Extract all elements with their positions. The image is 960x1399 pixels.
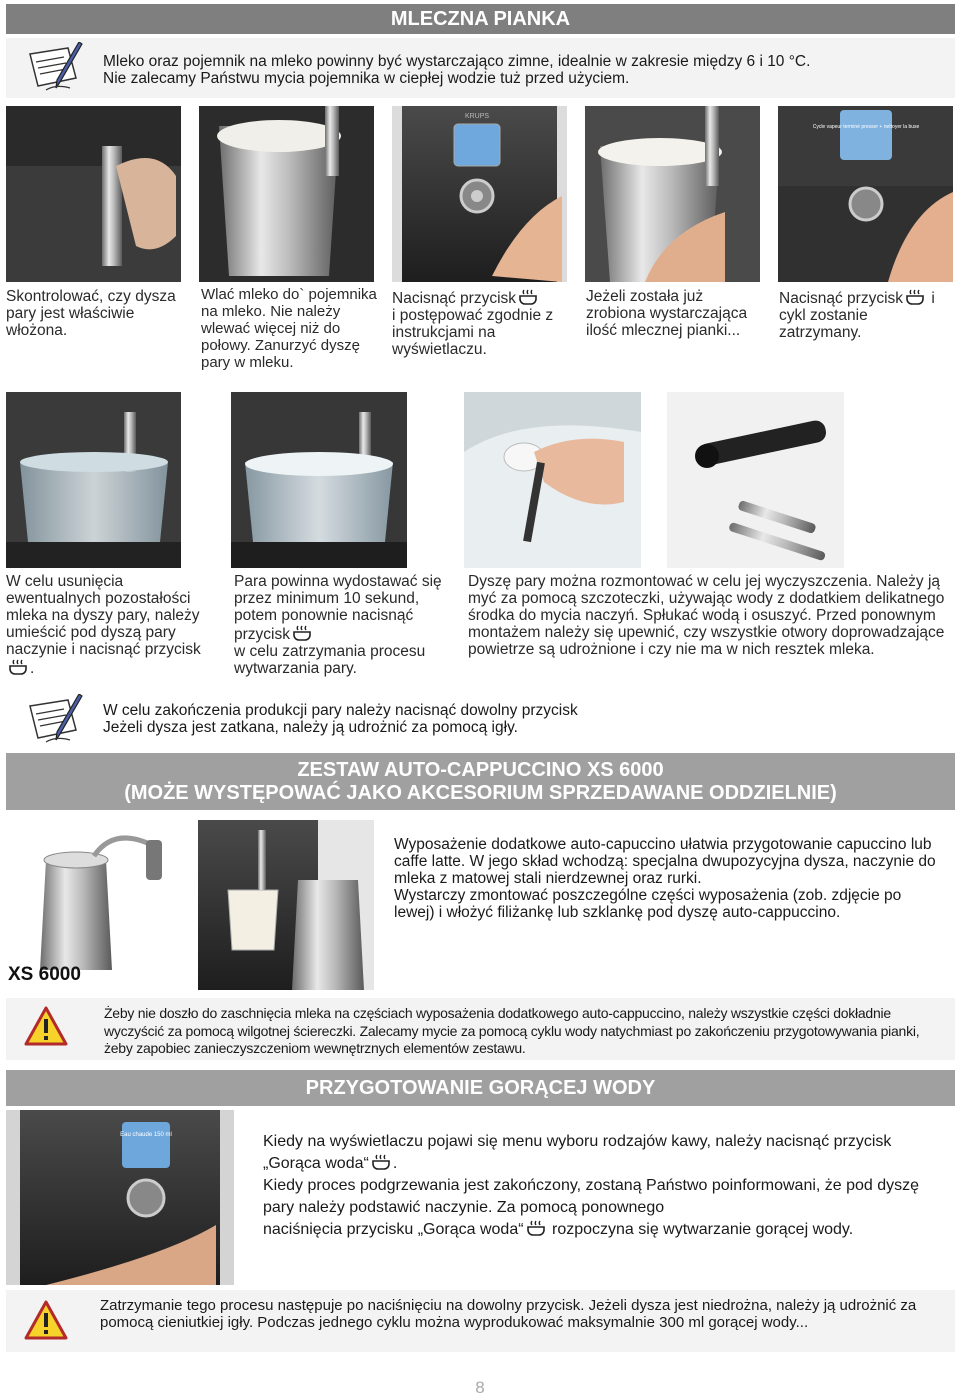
photo-hot-water-machine: [6, 1110, 234, 1285]
section-title-hot-water: PRZYGOTOWANIE GORĄCEJ WODY: [6, 1070, 955, 1106]
product-label-xs6000: XS 6000: [8, 964, 81, 985]
caption-press-button: [392, 288, 577, 358]
photo-nozzle-parts: [667, 392, 844, 568]
hot-water-warning-text: Zatrzymanie tego procesu następuje po naciśnięciu na dowolny przycisk. Jeżeli dysza jest niedrożna, należy ją udrożnić za pomocą cieniutkiej igły. Podczas jednego cyklu można wyprodukować maksymalnie 300 ml gorącej wody...: [100, 1297, 917, 1331]
caption-steam-10s-b: w celu zatrzymania procesu wytwarzania pary.: [234, 643, 426, 677]
caption-remove-milk-residue: [6, 573, 218, 677]
note-pen-icon: [26, 694, 86, 750]
photo-bowl-under-nozzle: [6, 392, 181, 568]
auto-cappuccino-title-line-1: ZESTAW AUTO-CAPPUCCINO XS 6000: [297, 759, 664, 781]
milk-note-text: [103, 53, 933, 87]
hot-water-button-icon: [526, 1219, 546, 1237]
photo-auto-cappuccino-set: [198, 820, 374, 990]
hot-water-p3: naciśnięcia przycisku „Gorąca woda“ rozpoczyna się wytwarzanie gorącej wody.: [263, 1221, 854, 1238]
photo-stop-cycle: [778, 106, 953, 282]
caption-stop-cycle: [779, 288, 954, 341]
steam-button-icon: [292, 624, 312, 642]
warning-icon: [24, 1006, 68, 1046]
note-pen-icon: [26, 42, 86, 98]
photo-brush-cleaning: [464, 392, 641, 568]
svg-text:Eau chaude 150 ml: Eau chaude 150 ml: [120, 1132, 172, 1138]
hot-water-button-icon: [371, 1153, 391, 1171]
caption-steam-10s-a: Para powinna wydostawać się przez minimum 10 sekund, potem ponownie nacisnąć przycisk: [234, 573, 442, 643]
auto-cappuccino-desc-p2: Wystarczy zmontować poszczególne części wyposażenia (zob. zdjęcie po lewej) i włożyć filiżankę lub szklankę pod dyszę auto-cappuccino.: [394, 887, 902, 921]
caption-stop-cycle-b: i cykl zostanie zatrzymany.: [779, 290, 935, 341]
photo-milk-jug-fill: [199, 106, 374, 282]
caption-pour-milk: Wlać mleko do` pojemnika na mleko. Nie należy wlewać więcej niż do połowy. Zanurzyć dyszę pary w mleku.: [201, 286, 377, 371]
caption-stop-cycle-a: Nacisnąć przycisk: [779, 290, 904, 307]
photo-enough-foam: [585, 106, 760, 282]
svg-text:KRUPS: KRUPS: [464, 113, 490, 120]
steam-button-icon: [518, 288, 538, 306]
caption-press-button-a: Nacisnąć przycisk: [392, 290, 517, 307]
photo-press-steam-button: [392, 106, 567, 282]
caption-check-nozzle: Skontrolować, czy dysza pary jest właściwie włożona.: [6, 288, 176, 339]
caption-steam-10s: [234, 573, 449, 677]
finish-note-line-2: Jeżeli dysza jest zatkana, należy ją udrożnić za pomocą igły.: [103, 719, 518, 736]
auto-cappuccino-desc-p1: Wyposażenie dodatkowe auto-capuccino ułatwia przygotowanie capuccino lub caffe latte. W jego skład wchodzą: specjalna dwupozycyjna dysza, naczynie do mleka z matowej stali nierdzewnej oraz rurki.: [394, 836, 936, 887]
page-number: 8: [475, 1378, 485, 1397]
steam-button-icon: [8, 658, 28, 676]
auto-cappuccino-warning-text: Żeby nie doszło do zaschnięcia mleka na częściach wyposażenia dodatkowego auto-cappuccino, należy wszystkie części dokładnie wyczyścić za pomocą wilgotnej ściereczki. Zalecamy mycie za pomocą cyklu wody natychmiast po zakończeniu przygotowywania pianki, żeby zapobiec zanieczyszczeniom wewnętrznych elementów zestawu.: [104, 1005, 920, 1056]
finish-note-line-1: W celu zakończenia produkcji pary należy nacisnąć dowolny przycisk: [103, 702, 578, 719]
warning-icon: [24, 1300, 68, 1340]
auto-cappuccino-title-line-2: (MOŻE WYSTĘPOWAĆ JAKO AKCESORIUM SPRZEDAWANE ODDZIELNIE): [124, 782, 837, 804]
photo-steam-nozzle-check: [6, 106, 181, 282]
photo-steam-output: [231, 392, 407, 568]
svg-text:Cycle vapeur terminé presser +: Cycle vapeur terminé presser + nettoyer la buse: [812, 124, 920, 130]
caption-disassemble-nozzle: Dyszę pary można rozmontować w celu jej wyczyszczenia. Należy ją myć za pomocą szczoteczki, używając wody z dodatkiem delikatnego środka do mycia naczyń. Spłukać wodą i osuszyć. Przed ponownym montażem należy się upewnić, czy wszystkie otwory doprowadzające powietrze są udrożnione i czy nie ma w nich resztek mleka.: [468, 573, 945, 658]
caption-remove-milk-residue-a: W celu usunięcia ewentualnych pozostałości mleka na dyszy pary, należy umieścić pod dyszą pary naczynie i nacisnąć przycisk: [6, 573, 201, 658]
section-title-milk-foam: MLECZNA PIANKA: [6, 4, 955, 34]
hot-water-p1: Kiedy na wyświetlaczu pojawi się menu wyboru rodzajów kawy, należy nacisnąć przycisk „Gorąca woda“ .: [263, 1133, 892, 1172]
caption-remove-milk-residue-b: .: [30, 660, 35, 677]
caption-enough-foam: Jeżeli została już zrobiona wystarczająca ilość mlecznej pianki...: [586, 288, 748, 339]
caption-press-button-b: i postępować zgodnie z instrukcjami na wyświetlaczu.: [392, 307, 554, 358]
milk-note-line-2: Nie zalecamy Państwu mycia pojemnika w ciepłej wodzie tuż przed użyciem.: [103, 70, 630, 87]
hot-water-p2: Kiedy proces podgrzewania jest zakończony, zostaną Państwo poinformowani, że pod dyszę pary należy podstawić naczynie. Za pomocą ponownego: [263, 1177, 920, 1216]
milk-note-line-1: Mleko oraz pojemnik na mleko powinny być wystarczająco zimne, idealnie w zakresie między 6 i 10 °C.: [103, 53, 811, 70]
steam-button-icon: [905, 288, 925, 306]
section-title-auto-cappuccino: [6, 753, 955, 810]
auto-cappuccino-description: [394, 836, 942, 921]
hot-water-instructions: [263, 1131, 923, 1241]
finish-note-text: [103, 702, 923, 736]
